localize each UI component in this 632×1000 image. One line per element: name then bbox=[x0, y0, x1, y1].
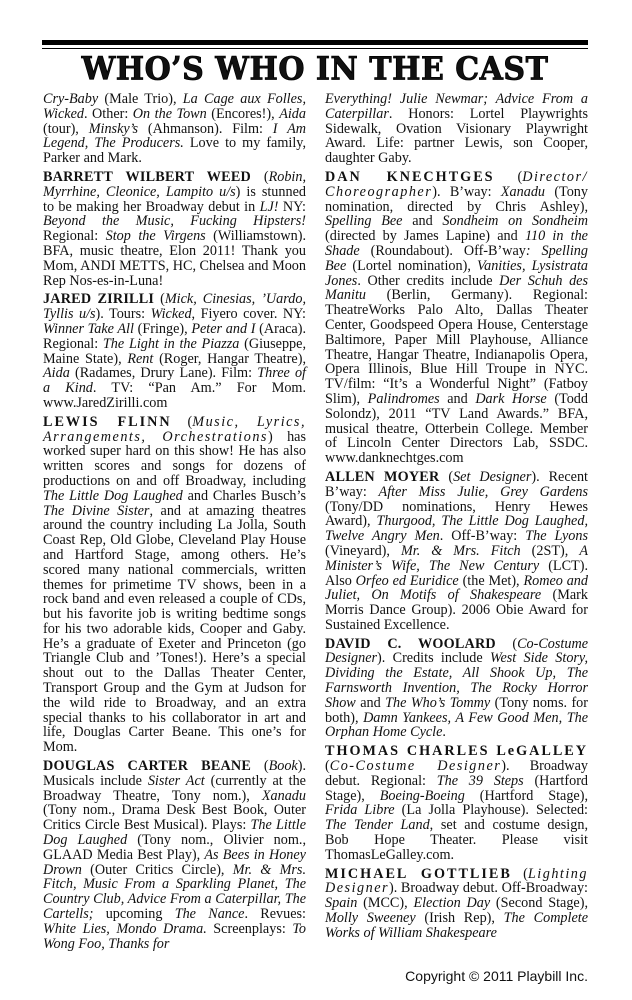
bio-text: is stunned to be making her Broadway debut in LJ! NY: Beyond the Music, Fucking Hipsters! Regional: Stop the Virgens (Williamstown). BFA, music theatre, Elon 2011! Thank you Mom, ANDI METTS, HC, Chelsea and Moon Rep Nos-es-in-Luna! bbox=[43, 183, 306, 289]
bio-name: MICHAEL GOTTLIEB bbox=[325, 865, 512, 882]
bio-name: BARRETT WILBERT WEED bbox=[43, 168, 251, 185]
bio-role: Book bbox=[268, 758, 298, 775]
playbill-page bbox=[42, 0, 588, 1000]
bio-list bbox=[43, 170, 306, 951]
header-rule-thin bbox=[42, 48, 588, 49]
bio-text: . B’way: Xanadu (Tony nomination, directed by Chris Ashley), Spelling Bee and Sondheim on Sondheim (directed by James Lapine) and 110 in the Shade (Roundabout). Off-B’way: Spelling Bee (Lortel nomination), Vanities, Lysistrata Jones. Other credits include Der Schuh des Manitu (Berlin, Germany). Regional: TheatreWorks Palo Alto, Dallas Theater Center, Goodspeed Opera House, Centerstage Baltimore, Paper Mill Playhouse, Alliance Theatre, Hangar Theatre, Indianapolis Opera, Opera Illinois, Blue Hill Troupe in NYC. TV/film: “It’s a Wonderful Night” (Fatboy Slim), Palindromes and Dark Horse (Todd Solondz), 2011 “TV Land Awards.” BFA, musical theatre, Otterbein College. Member of Lincoln Center Directors Lab, SSDC. www.danknechtges.com bbox=[325, 183, 588, 467]
bio-entry: LEWIS FLINN (Music, Lyrics, Arrangements, Orchestrations) has worked super hard on this show! He has also written scores and songs for dozens of productions on and off Broadway, including The Little Dog Laughed and Charles Busch’s The Divine Sister, and at amazing theatres around the country including La Jolla, South Coast Rep, Old Globe, Cleveland Play House and Hartford Stage, among others. He’s scored many national commercials, written themes for primetime TV shows, been in a rock band and even released a couple of CDs, but his favorite job is writing bedtime songs for his two adorable kids, Cooper and Gaby. He’s a graduate of Exeter and Princeton (go Triangle Club and ’Tones!). Here’s a special shout out to the Dallas Theater Center, Transport Group and the Gym at Judson for the wild ride to Broadway, and an extra special thanks to his collaborator in art and life, Douglas Carter Beane. This one’s for Mom. bbox=[43, 413, 307, 756]
left-column bbox=[43, 92, 306, 955]
bio-entry: DAN KNECHTGES (Director/ Choreographer). B’way: Xanadu (Tony nomination, directed by Chris Ashley), Spelling Bee and Sondheim on Sondheim (directed by James Lapine) and 110 in the Shade (Roundabout). Off-B’way: Spelling Bee (Lortel nomination), Vanities, Lysistrata Jones. Other credits include Der Schuh des Manitu (Berlin, Germany). Regional: TheatreWorks Palo Alto, Dallas Theater Center, Goodspeed Opera House, Centerstage Baltimore, Paper Mill Playhouse, Alliance Theatre, Hangar Theatre, Indianapolis Opera, Opera Illinois, Blue Hill Troupe in NYC. TV/film: “It’s a Wonderful Night” (Fatboy Slim), Palindromes and Dark Horse (Todd Solondz), 2011 “TV Land Awards.” BFA, musical theatre, Otterbein College. Member of Lincoln Center Directors Lab, SSDC. www.danknechtges.com bbox=[325, 168, 588, 467]
bio-role: Set Designer bbox=[453, 468, 532, 485]
bio-role: Co-Costume Designer bbox=[325, 635, 588, 667]
bio-continued: Everything! Julie Newmar; Advice From a Caterpillar. Honors: Lortel Playwrights Sidewalk, Ovation Visionary Playwright Award. Life: partner Lewis, son Cooper, daughter Gaby. bbox=[325, 91, 588, 167]
bio-entry: DOUGLAS CARTER BEANE (Book). Musicals include Sister Act (currently at the Broadway Theatre, Tony nom.), Xanadu (Tony nom., Drama Desk Best Book, Outer Critics Circle Best Musical). Plays: The Little Dog Laughed (Tony nom., Olivier nom., GLAAD Media Best Play), As Bees in Honey Drown (Outer Critics Circle), Mr. & Mrs. Fitch, Music From a Sparkling Planet, The Country Club, Advice From a Caterpillar, The Cartells; upcoming The Nance. Revues: White Lies, Mondo Drama. Screenplays: To Wong Foo, Thanks for bbox=[43, 758, 307, 952]
bio-name: DAVID C. WOOLARD bbox=[325, 635, 496, 652]
bio-name: DOUGLAS CARTER BEANE bbox=[43, 758, 252, 775]
bio-entry: BARRETT WILBERT WEED (Robin, Myrrhine, Cleonice, Lampito u/s) is stunned to be making her Broadway debut in LJ! NY: Beyond the Music, Fucking Hipsters! Regional: Stop the Virgens (Williamstown). BFA, music theatre, Elon 2011! Thank you Mom, ANDI METTS, HC, Chelsea and Moon Rep Nos-es-in-Luna! bbox=[43, 168, 306, 289]
bio-role: Music, Lyrics, Arrangements, Orchestrations bbox=[43, 413, 307, 445]
bio-role: Lighting Designer bbox=[325, 865, 588, 897]
page-title: WHO’S WHO IN THE CAST bbox=[81, 51, 549, 88]
bio-role: Robin, Myrrhine, Cleonice, Lampito u/s bbox=[43, 168, 306, 200]
bio-role: Mick, Cinesias, ’Uardo, Tyllis u/s bbox=[43, 291, 306, 323]
bio-name: THOMAS CHARLES LeGALLEY bbox=[325, 743, 588, 760]
bio-name: DAN KNECHTGES bbox=[325, 168, 495, 185]
bio-text: . Broadway debut. Regional: The 39 Steps (Hartford Stage), Boeing-Boeing (Hartford Stage), Frida Libre (La Jolla Playhouse). Selected: The Tender Land, set and costume design, Bob Hope Theater. Please visit ThomasLeGalley.com. bbox=[325, 758, 589, 863]
bio-text: . Recent B’way: After Miss Julie, Grey Gardens (Tony/DD nominations, Henry Hewes Award), Thurgood, The Little Dog Laughed, Twelve Angry Men. Off-B’way: The Lyons (Vineyard), Mr. & Mrs. Fitch (2ST), A Minister’s Wife, The New Century (LCT). Also Orfeo ed Euridice (the Met), Romeo and Juliet, On Motifs of Shakespeare (Mark Morris Dance Group). 2006 Obie Award for Sustained Excellence. bbox=[325, 468, 589, 633]
header-rule-thick bbox=[42, 40, 588, 45]
bio-entry: JARED ZIRILLI (Mick, Cinesias, ’Uardo, Tyllis u/s). Tours: Wicked, Fiyero cover. NY: Winner Take All (Fringe), Peter and I (Araca). Regional: The Light in the Piazza (Giuseppe, Maine State), Rent (Roger, Hangar Theatre), Aida (Radames, Drury Lane). Film: Three of a Kind. TV: “Pan Am.” For Mom. www.JaredZirilli.com bbox=[43, 291, 307, 411]
bio-entry: THOMAS CHARLES LeGALLEY (Co-Costume Designer). Broadway debut. Regional: The 39 Steps (Hartford Stage), Boeing-Boeing (Hartford Stage), Frida Libre (La Jolla Playhouse). Selected: The Tender Land, set and costume design, Bob Hope Theater. Please visit ThomasLeGalley.com. bbox=[325, 743, 589, 863]
bio-name: LEWIS FLINN bbox=[43, 413, 172, 430]
bio-entry: ALLEN MOYER (Set Designer). Recent B’way: After Miss Julie, Grey Gardens (Tony/DD nominations, Henry Hewes Award), Thurgood, The Little Dog Laughed, Twelve Angry Men. Off-B’way: The Lyons (Vineyard), Mr. & Mrs. Fitch (2ST), A Minister’s Wife, The New Century (LCT). Also Orfeo ed Euridice (the Met), Romeo and Juliet, On Motifs of Shakespeare (Mark Morris Dance Group). 2006 Obie Award for Sustained Excellence. bbox=[325, 468, 589, 633]
bio-continued: Cry-Baby (Male Trio), La Cage aux Folles, Wicked. Other: On the Town (Encores!), Aida (tour), Minsky’s (Ahmanson). Film: I Am Legend, The Producers. Love to my family, Parker and Mark. bbox=[43, 91, 306, 167]
bio-role: Director/ Choreographer bbox=[325, 168, 588, 200]
bio-text: has worked super hard on this show! He has also written scores and songs for dozens of productions on and off Broadway, including The Little Dog Laughed and Charles Busch’s The Divine Sister, and at amazing theatres around the country including La Jolla, South Coast Rep, Old Globe, Cleveland Play House and Hartford Stage, among others. He’s scored many national commercials, written themes for primetime TV shows, been in a rock band and even released a couple of CDs, but his favorite job is writing bedtime songs for his two adorable kids, Cooper and Gaby. He’s a graduate of Exeter and Princeton (go Triangle Club and ’Tones!). Here’s a special shout out to the Dallas Theater Center, Transport Group and the Gym at Judson for the wild ride to Broadway, and an extra special thanks to his collaborator in art and life, Douglas Carter Beane. This one’s for Mom. bbox=[43, 428, 306, 756]
bio-list bbox=[325, 170, 588, 941]
copyright-footer: Copyright © 2011 Playbill Inc. bbox=[405, 968, 588, 984]
bio-text: . Musicals include Sister Act (currently at the Broadway Theatre, Tony nom.), Xanadu (Tony nom., Drama Desk Best Book, Outer Critics Circle Best Musical). Plays: The Little Dog Laughed (Tony nom., Olivier nom., GLAAD Media Best Play), As Bees in Honey Drown (Outer Critics Circle), Mr. & Mrs. Fitch, Music From a Sparkling Planet, The Country Club, Advice From a Caterpillar, The Cartells; upcoming The Nance. Revues: White Lies, Mondo Drama. Screenplays: To Wong Foo, Thanks for bbox=[43, 758, 307, 952]
bio-text: . Tours: Wicked, Fiyero cover. NY: Winner Take All (Fringe), Peter and I (Araca). Regional: The Light in the Piazza (Giuseppe, Maine State), Rent (Roger, Hangar Theatre), Aida (Radames, Drury Lane). Film: Three of a Kind. TV: “Pan Am.” For Mom. www.JaredZirilli.com bbox=[43, 306, 307, 411]
bio-text: . Broadway debut. Off-Broadway: Spain (MCC), Election Day (Second Stage), Molly Sweeney (Irish Rep), The Complete Works of William Shakespeare bbox=[325, 880, 589, 941]
bio-entry: MICHAEL GOTTLIEB (Lighting Designer). Broadway debut. Off-Broadway: Spain (MCC), Election Day (Second Stage), Molly Sweeney (Irish Rep), The Complete Works of William Shakespeare bbox=[325, 865, 589, 941]
bio-name: JARED ZIRILLI bbox=[43, 291, 155, 308]
bio-entry: DAVID C. WOOLARD (Co-Costume Designer). Credits include West Side Story, Dividing the Estate, All Shook Up, The Farnsworth Invention, The Rocky Horror Show and The Who’s Tommy (Tony noms. for both), Damn Yankees, A Few Good Men, The Orphan Home Cycle. bbox=[325, 635, 588, 741]
bio-name: ALLEN MOYER bbox=[325, 468, 440, 485]
right-column bbox=[325, 92, 588, 945]
bio-role: Co-Costume Designer bbox=[329, 758, 502, 775]
bio-text: . Credits include West Side Story, Dividing the Estate, All Shook Up, The Farnsworth Invention, The Rocky Horror Show and The Who’s Tommy (Tony noms. for both), Damn Yankees, A Few Good Men, The Orphan Home Cycle. bbox=[325, 650, 588, 741]
